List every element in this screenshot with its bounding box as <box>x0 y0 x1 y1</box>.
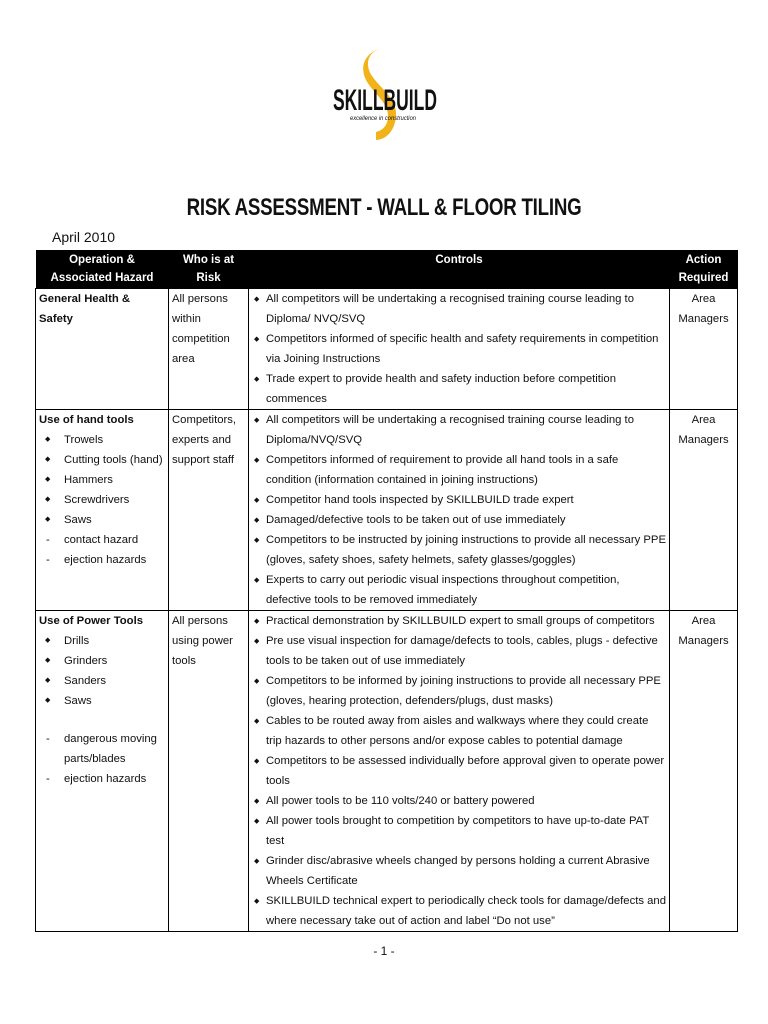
control-item: ◆ Competitors to be assessed individually before approval given to operate power tools <box>252 751 666 791</box>
action-required-cell: Area Managers <box>670 611 738 932</box>
operation-title: Use of Power Tools <box>39 615 143 627</box>
operation-title: General Health & Safety <box>39 293 131 325</box>
risk-assessment-table <box>35 250 738 932</box>
who-at-risk-cell: Competitors, experts and support staff <box>169 410 249 611</box>
hazard-list <box>39 631 165 789</box>
hazard-item: - dangerous moving parts/blades <box>39 729 165 769</box>
control-item: ◆ All competitors will be undertaking a recognised training course leading to Diploma/ NVQ/SVQ <box>252 289 666 329</box>
operation-cell <box>36 611 169 932</box>
table-row <box>36 289 738 410</box>
control-item: ◆ Competitors informed of specific health and safety requirements in competition via Joining Instructions <box>252 329 666 369</box>
controls-cell <box>249 410 670 611</box>
who-at-risk-cell: All persons within competition area <box>169 289 249 410</box>
skillbuild-logo <box>330 46 440 144</box>
tool-item: ◆ Screwdrivers <box>39 490 165 510</box>
tool-item: ◆ Hammers <box>39 470 165 490</box>
page-number: - 1 - <box>373 944 395 958</box>
control-item: ◆ Competitors informed of requirement to provide all hand tools in a safe condition (information contained in joining instructions) <box>252 450 666 490</box>
header-controls: Controls <box>249 250 670 289</box>
control-item: ◆ SKILLBUILD technical expert to periodically check tools for damage/defects and where necessary take out of action and label “Do not use” <box>252 891 666 931</box>
control-item: ◆ Competitors to be informed by joining instructions to provide all necessary PPE (gloves, hearing protection, defenders/plugs, dust masks) <box>252 671 666 711</box>
controls-cell <box>249 611 670 932</box>
skillbuild-logo-icon <box>330 46 440 144</box>
logo-tagline: excellence in construction <box>350 116 417 122</box>
operation-cell <box>36 410 169 611</box>
control-item: ◆ Trade expert to provide health and safety induction before competition commences <box>252 369 666 409</box>
hazard-item: - ejection hazards <box>39 769 165 789</box>
hazard-item: - contact hazard <box>39 530 165 550</box>
hazard-item: - ejection hazards <box>39 550 165 570</box>
tool-item: ◆ Cutting tools (hand) <box>39 450 165 470</box>
document-date: April 2010 <box>52 229 116 245</box>
tool-item: ◆ Saws <box>39 691 165 711</box>
tool-item: ◆ Saws <box>39 510 165 530</box>
controls-list <box>252 289 666 409</box>
hazard-list <box>39 430 165 570</box>
action-required-cell: Area Managers <box>670 410 738 611</box>
action-required-cell: Area Managers <box>670 289 738 410</box>
header-who: Who is at Risk <box>169 250 249 289</box>
control-item: ◆ Practical demonstration by SKILLBUILD expert to small groups of competitors <box>252 611 666 631</box>
control-item: ◆ All power tools brought to competition by competitors to have up-to-date PAT test <box>252 811 666 851</box>
page-title: RISK ASSESSMENT - WALL & FLOOR TILING <box>186 194 582 221</box>
control-item: ◆ Experts to carry out periodic visual inspections throughout competition, defective tools to be removed immediately <box>252 570 666 610</box>
operation-title: Use of hand tools <box>39 414 134 426</box>
table-row <box>36 611 738 932</box>
table-row <box>36 410 738 611</box>
control-item: ◆ Cables to be routed away from aisles and walkways where they could create trip hazards to other persons and/or expose cables to potential damage <box>252 711 666 751</box>
control-item: ◆ Damaged/defective tools to be taken out of use immediately <box>252 510 666 530</box>
control-item: ◆ All power tools to be 110 volts/240 or battery powered <box>252 791 666 811</box>
control-item: ◆ All competitors will be undertaking a recognised training course leading to Diploma/NVQ/SVQ <box>252 410 666 450</box>
tool-item: ◆ Grinders <box>39 651 165 671</box>
controls-cell <box>249 289 670 410</box>
controls-list <box>252 611 666 931</box>
header-action: Action Required <box>670 250 738 289</box>
logo-wordmark: SKILLBUILD <box>333 84 437 117</box>
table-header-row <box>36 250 738 289</box>
header-operation: Operation & Associated Hazard <box>36 250 169 289</box>
who-at-risk-cell: All persons using power tools <box>169 611 249 932</box>
operation-cell <box>36 289 169 410</box>
control-item: ◆ Competitor hand tools inspected by SKILLBUILD trade expert <box>252 490 666 510</box>
control-item: ◆ Competitors to be instructed by joining instructions to provide all necessary PPE (gloves, safety shoes, safety helmets, safety glasses/goggles) <box>252 530 666 570</box>
control-item: ◆ Pre use visual inspection for damage/defects to tools, cables, plugs - defective tools to be taken out of use immediately <box>252 631 666 671</box>
control-item: ◆ Grinder disc/abrasive wheels changed by persons holding a current Abrasive Wheels Certificate <box>252 851 666 891</box>
tool-item: ◆ Sanders <box>39 671 165 691</box>
spacer <box>39 711 165 729</box>
controls-list <box>252 410 666 610</box>
tool-item: ◆ Trowels <box>39 430 165 450</box>
tool-item: ◆ Drills <box>39 631 165 651</box>
